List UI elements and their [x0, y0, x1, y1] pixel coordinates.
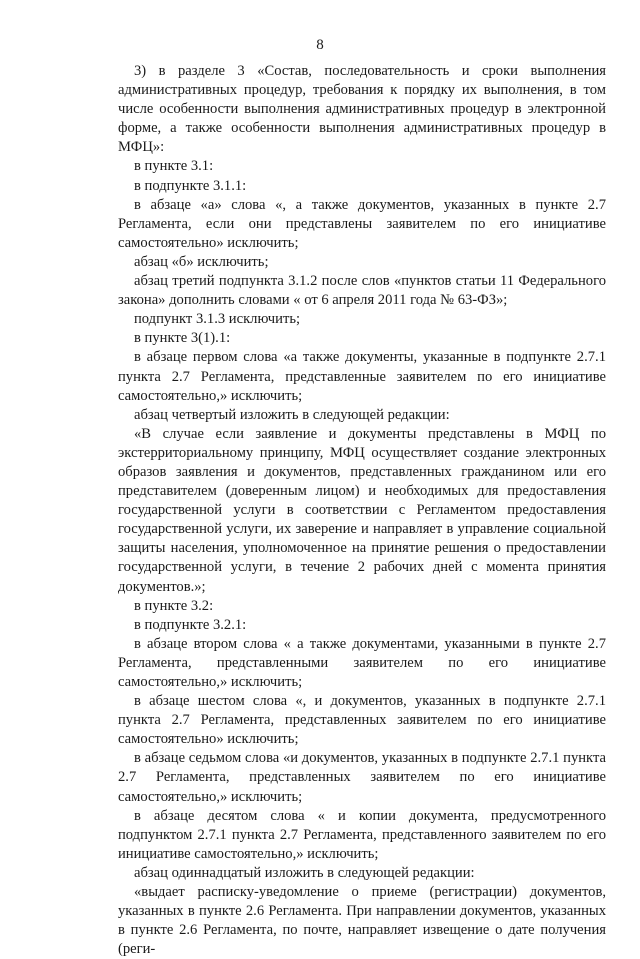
paragraph: в абзаце седьмом слова «и документов, указанных в подпункте 2.7.1 пункта 2.7 Регламента, представленных заявителем по его инициативе самостоятельно,» исключить; [118, 750, 606, 805]
paragraph: абзац «б» исключить; [134, 253, 269, 270]
paragraph: абзац третий подпункта 3.1.2 после слов «пунктов статьи 11 Федерального закона» дополнить словами « от 6 апреля 2011 года № 63-ФЗ»; [118, 273, 606, 309]
document-body [118, 62, 606, 959]
paragraph: в абзаце первом слова «а также документы, указанные в подпункте 2.7.1 пункта 2.7 Регламента, представленные заявителем по его инициативе самостоятельно,» исключить; [118, 349, 606, 404]
paragraph: в пункте 3(1).1: [134, 330, 231, 347]
paragraph: абзац четвертый изложить в следующей редакции: [134, 406, 450, 423]
paragraph: в абзаце втором слова « а также документами, указанными в пункте 2.7 Регламента, представленными заявителем по его инициативе самостоятельно,» исключить; [118, 635, 606, 690]
paragraph: 3) в разделе 3 «Состав, последовательность и сроки выполнения административных процедур, требования к порядку их выполнения, в том числе особенности выполнения административных процедур в электронной форме, а также особенности выполнения административных процедур в МФЦ»: [118, 63, 606, 156]
paragraph: в пункте 3.1: [134, 158, 214, 175]
paragraph: подпункт 3.1.3 исключить; [134, 311, 301, 328]
paragraph: «выдает расписку-уведомление о приеме (регистрации) документов, указанных в пункте 2.6 Регламента. При направлении документов, указанных в пункте 2.6 Регламента, по почте, направляет извещение о дате получения (реги- [118, 884, 606, 958]
page-number: 8 [316, 37, 324, 53]
paragraph: абзац одиннадцатый изложить в следующей редакции: [134, 864, 475, 881]
paragraph: в абзаце «а» слова «, а также документов, указанных в пункте 2.7 Регламента, если они представлены заявителем по его инициативе самостоятельно» исключить; [118, 196, 606, 251]
paragraph: «В случае если заявление и документы представлены в МФЦ по экстерриториальному принципу, МФЦ осуществляет создание электронных образов заявления и документов, представленных гражданином или его представителем (доверенным лицом) и необходимых для предоставления государственной услуги в соответствии с Регламентом предоставления государственной услуги, их заверение и направляет в управление социальной защиты населения, уполномоченное на принятие решения о предоставлении государственной услуги, в течение 2 рабочих дней с момента принятия документов.»; [118, 425, 606, 595]
paragraph: в пункте 3.2: [134, 597, 214, 614]
paragraph: в подпункте 3.1.1: [134, 177, 247, 194]
paragraph: в абзаце шестом слова «, и документов, указанных в подпункте 2.7.1 пункта 2.7 Регламента, представленных заявителем по его инициативе самостоятельно» исключить; [118, 693, 606, 748]
paragraph: в подпункте 3.2.1: [134, 616, 247, 633]
paragraph: в абзаце десятом слова « и копии документа, предусмотренного подпунктом 2.7.1 пункта 2.7 Регламента, представленного заявителем по его инициативе самостоятельно,» исключить; [118, 807, 606, 862]
